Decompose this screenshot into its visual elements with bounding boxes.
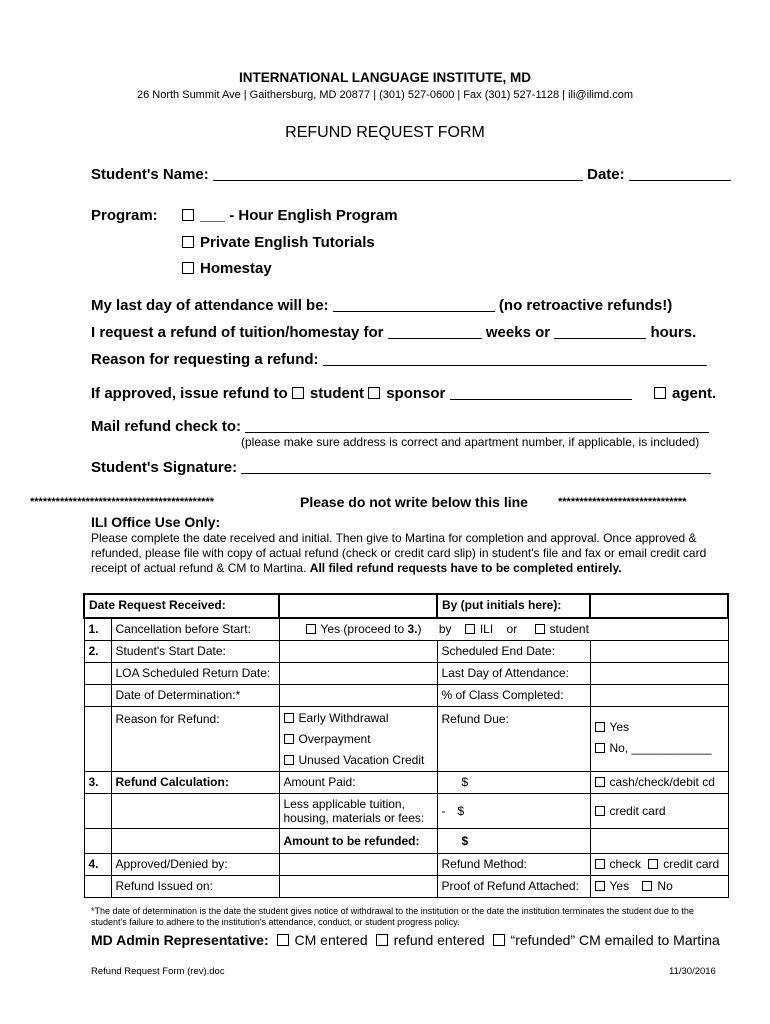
office-instructions: Please complete the date received and initial. Then give to Martina for completion and approval. Once approved & refunded, please file with copy of actual refund (check or credit card slip) in student's file and fax or email credit card receipt of actual refund & CM to Martina. All filed refund requests have to be completed entirely.: [91, 531, 707, 575]
md-admin-label: MD Admin Representative:: [91, 932, 269, 948]
checkbox-no[interactable]: [642, 881, 652, 891]
weeks-field[interactable]: [388, 324, 482, 339]
office-table: [83, 593, 729, 898]
office-title: ILI Office Use Only:: [91, 514, 221, 530]
checkbox[interactable]: [595, 806, 605, 816]
issue-refund-row: If approved, issue refund to student sponsor: [91, 385, 632, 402]
divider-stars-left: *******************************************: [30, 496, 215, 508]
program-option-hours[interactable]: ___ - Hour English Program: [182, 207, 398, 224]
amount-paid-field[interactable]: $: [437, 772, 590, 794]
end-date-field[interactable]: [590, 641, 728, 663]
checkbox-student[interactable]: [292, 387, 304, 399]
signature-row: Student's Signature:: [91, 459, 711, 476]
checkbox[interactable]: [284, 755, 294, 765]
determination-label: Date of Determination:*: [111, 685, 279, 707]
method-label: Refund Method:: [437, 854, 590, 876]
start-date-field[interactable]: [279, 641, 437, 663]
checkbox-cm-emailed[interactable]: [493, 934, 505, 946]
less-field[interactable]: - $: [437, 794, 590, 829]
program-option-tutorials[interactable]: Private English Tutorials: [182, 234, 375, 251]
date-label: Date:: [587, 166, 625, 183]
checkbox-ili[interactable]: [465, 624, 475, 634]
to-refund-field[interactable]: $: [437, 829, 590, 854]
checkbox[interactable]: [182, 209, 194, 221]
yes-option[interactable]: Yes: [595, 717, 724, 738]
reason-field[interactable]: [323, 351, 707, 366]
date-received-field[interactable]: [279, 594, 437, 618]
class-completed-label: % of Class Completed:: [437, 685, 590, 707]
checkbox[interactable]: [595, 777, 605, 787]
checkbox-credit[interactable]: [648, 859, 658, 869]
less-label: Less applicable tuition, housing, materials or fees:: [279, 794, 437, 829]
form-title: REFUND REQUEST FORM: [285, 124, 485, 141]
last-attend-field[interactable]: [590, 663, 728, 685]
divider-text: Please do not write below this line: [300, 494, 528, 510]
last-day-field[interactable]: [333, 297, 495, 312]
student-name-label: Student's Name:: [91, 166, 209, 183]
checkbox[interactable]: [182, 236, 194, 248]
student-name-field[interactable]: [213, 166, 583, 181]
to-refund-label: Amount to be refunded:: [279, 829, 437, 854]
program-label: Program:: [91, 207, 158, 224]
proof-options: Yes No: [590, 876, 728, 898]
footnote: *The date of determination is the date the student gives notice of withdrawal to the institution or the date the institution terminates the student due to the student's failure to adhere to the institution's attendance, conduct, or student progress policy.: [91, 906, 694, 927]
signature-field[interactable]: [241, 459, 711, 474]
date-received-label: Date Request Received:: [84, 594, 279, 618]
checkbox[interactable]: [284, 734, 294, 744]
initials-label: By (put initials here):: [437, 594, 590, 618]
mail-note: (please make sure address is correct and apartment number, if applicable, is included): [241, 435, 700, 449]
row-number: 2.: [84, 641, 111, 663]
initials-field[interactable]: [590, 594, 728, 618]
end-date-label: Scheduled End Date:: [437, 641, 590, 663]
approved-field[interactable]: [279, 854, 437, 876]
org-name: INTERNATIONAL LANGUAGE INSTITUTE, MD: [239, 70, 531, 85]
calc-label: Refund Calculation:: [111, 772, 279, 794]
cancel-options: Yes (proceed to 3.) by ILI or student: [279, 618, 728, 641]
no-option[interactable]: No, ____________: [595, 738, 724, 759]
loa-label: LOA Scheduled Return Date:: [111, 663, 279, 685]
overpay-option[interactable]: Overpayment: [284, 729, 433, 750]
checkbox[interactable]: [306, 624, 316, 634]
loa-field[interactable]: [279, 663, 437, 685]
checkbox[interactable]: [595, 722, 605, 732]
early-option[interactable]: Early Withdrawal: [284, 708, 433, 729]
checkbox-sponsor[interactable]: [368, 387, 380, 399]
reason-refund-label: Reason for Refund:: [111, 707, 279, 772]
reason-row: Reason for requesting a refund:: [91, 351, 707, 368]
checkbox-yes[interactable]: [595, 881, 605, 891]
footer-doc: Refund Request Form (rev).doc: [91, 966, 225, 977]
refund-period-row: I request a refund of tuition/homestay for weeks or hours.: [91, 324, 697, 341]
org-address: 26 North Summit Ave | Gaithersburg, MD 20877 | (301) 527-0600 | Fax (301) 527-1128 | ili@ilimd.com: [136, 89, 634, 101]
approved-label: Approved/Denied by:: [111, 854, 279, 876]
checkbox[interactable]: [182, 262, 194, 274]
checkbox-student[interactable]: [535, 624, 545, 634]
agent-option[interactable]: agent.: [654, 385, 716, 402]
checkbox[interactable]: [284, 713, 294, 723]
amount-paid-label: Amount Paid:: [279, 772, 437, 794]
credit-option[interactable]: credit card: [590, 794, 728, 829]
refund-due-label: Refund Due:: [437, 707, 590, 772]
reason-options: [279, 707, 437, 772]
vacation-option[interactable]: Unused Vacation Credit: [284, 750, 433, 771]
date-field[interactable]: [629, 166, 731, 181]
last-attend-label: Last Day of Attendance:: [437, 663, 590, 685]
determination-field[interactable]: [279, 685, 437, 707]
checkbox-refund-entered[interactable]: [376, 934, 388, 946]
row-number: 4.: [84, 854, 111, 876]
checkbox-cm-entered[interactable]: [277, 934, 289, 946]
md-admin-row: MD Admin Representative: CM entered refund entered “refunded” CM emailed to Martina: [91, 932, 720, 948]
class-completed-field[interactable]: [590, 685, 728, 707]
last-day-row: My last day of attendance will be: (no retroactive refunds!): [91, 297, 673, 314]
checkbox-agent[interactable]: [654, 387, 666, 399]
mail-to-row: Mail refund check to:: [91, 418, 709, 435]
row-number: 1.: [84, 618, 111, 641]
cancel-label: Cancellation before Start:: [111, 618, 279, 641]
mail-address-field[interactable]: [245, 418, 709, 433]
sponsor-field[interactable]: [450, 385, 632, 400]
issued-field[interactable]: [279, 876, 437, 898]
checkbox-check[interactable]: [595, 859, 605, 869]
hours-field[interactable]: [554, 324, 646, 339]
issued-label: Refund Issued on:: [111, 876, 279, 898]
proof-label: Proof of Refund Attached:: [437, 876, 590, 898]
student-name-row: [91, 166, 731, 183]
footer-date: 11/30/2016: [669, 966, 716, 977]
refund-due-options: [590, 707, 728, 772]
start-date-label: Student's Start Date:: [111, 641, 279, 663]
checkbox[interactable]: [595, 743, 605, 753]
method-options: check credit card: [590, 854, 728, 876]
divider-stars-right: ******************************: [558, 496, 687, 508]
program-option-homestay[interactable]: Homestay: [182, 260, 272, 277]
cash-option[interactable]: cash/check/debit cd: [590, 772, 728, 794]
row-number: 3.: [84, 772, 111, 794]
